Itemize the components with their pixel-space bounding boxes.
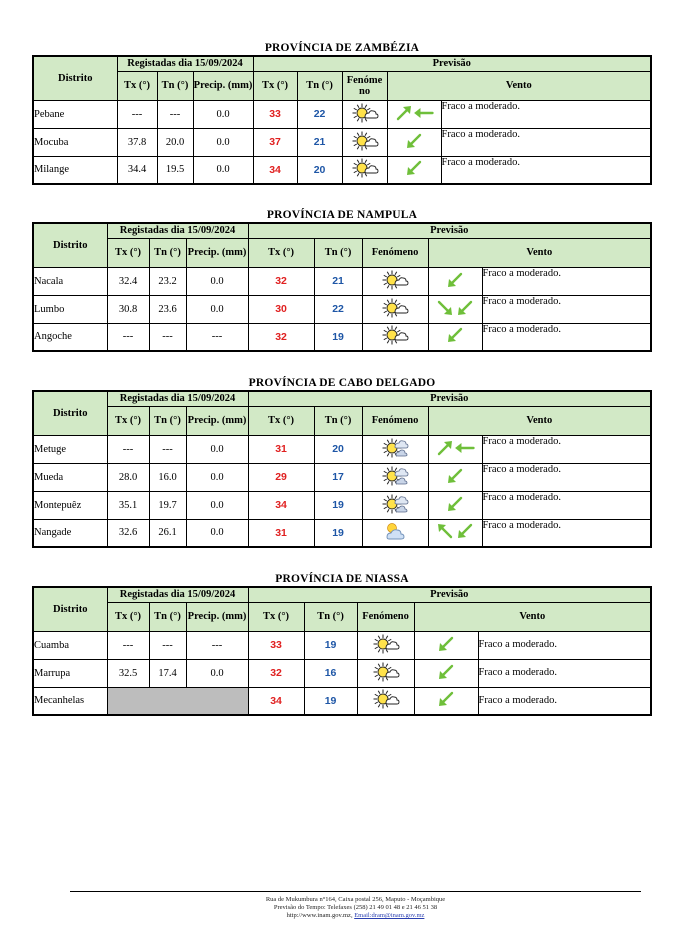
header-tn: Tn (°) xyxy=(149,406,186,435)
wind-description: Fraco a moderado. xyxy=(482,519,651,547)
observed-precip: 0.0 xyxy=(186,463,248,491)
wind-description: Fraco a moderado. xyxy=(482,295,651,323)
district-name: Nangade xyxy=(33,519,107,547)
forecast-table xyxy=(32,222,652,352)
wind-arrow-sw-icon xyxy=(404,132,424,150)
bulletin-page xyxy=(10,8,666,933)
footer-phone: Previsão do Tempo: Telefaxes (258) 21 49 01 48 e 21 46 51 38 xyxy=(273,904,438,911)
phenomenon-cell xyxy=(362,435,428,463)
header-forecast-tx: Tx (°) xyxy=(248,602,304,631)
observed-tn: --- xyxy=(149,631,186,659)
sun-cloud-icon xyxy=(381,297,409,319)
footer-address: Rua de Mukumbura n°164, Caixa postal 256, Maputo - Moçambique xyxy=(265,896,446,903)
wind-description: Fraco a moderado. xyxy=(478,631,651,659)
forecast-table xyxy=(32,55,652,185)
header-distrito: Distrito xyxy=(33,223,107,267)
wind-arrow-sw-icon xyxy=(445,326,465,344)
wind-direction-cell xyxy=(414,687,478,715)
phenomenon-cell xyxy=(342,128,387,156)
header-tn: Tn (°) xyxy=(149,238,186,267)
wind-arrow-sw-icon xyxy=(436,690,456,708)
wind-direction-cell xyxy=(428,323,482,351)
wind-arrow-sw-icon xyxy=(445,271,465,289)
partly-cloudy-icon xyxy=(381,520,409,542)
sun-cloud-icon xyxy=(381,269,409,291)
header-previsao: Previsão xyxy=(248,223,651,238)
district-name: Mueda xyxy=(33,463,107,491)
header-vento: Vento xyxy=(428,238,651,267)
observed-tx: 35.1 xyxy=(107,491,149,519)
header-vento: Vento xyxy=(414,602,651,631)
forecast-tx: 37 xyxy=(253,128,297,156)
header-distrito: Distrito xyxy=(33,56,117,100)
observed-tn: --- xyxy=(149,323,186,351)
forecast-tx: 32 xyxy=(248,267,314,295)
header-distrito: Distrito xyxy=(33,587,107,631)
sun-cloud-icon xyxy=(351,102,379,124)
header-fenomeno: Fenómeno xyxy=(357,602,414,631)
district-name: Pebane xyxy=(33,100,117,128)
forecast-tx: 32 xyxy=(248,659,304,687)
wind-description: Fraco a moderado. xyxy=(482,463,651,491)
observed-tx: 32.4 xyxy=(107,267,149,295)
observed-tn: 23.6 xyxy=(149,295,186,323)
table-row xyxy=(33,463,651,491)
forecast-tn: 20 xyxy=(314,435,362,463)
observed-tn: --- xyxy=(157,100,193,128)
footer xyxy=(70,891,641,920)
observed-tx: --- xyxy=(117,100,157,128)
table-row xyxy=(33,100,651,128)
forecast-tn: 22 xyxy=(314,295,362,323)
forecast-tn: 20 xyxy=(297,156,342,184)
wind-direction-cell xyxy=(428,519,482,547)
wind-direction-cell xyxy=(387,128,441,156)
header-vento: Vento xyxy=(428,406,651,435)
observed-data-unavailable xyxy=(107,687,248,715)
wind-direction-cell xyxy=(428,491,482,519)
observed-tx: 34.4 xyxy=(117,156,157,184)
wind-direction-cell xyxy=(387,100,441,128)
forecast-tn: 19 xyxy=(304,687,357,715)
observed-precip: 0.0 xyxy=(193,128,253,156)
observed-tx: --- xyxy=(107,435,149,463)
header-forecast-tx: Tx (°) xyxy=(253,71,297,100)
phenomenon-cell xyxy=(362,491,428,519)
phenomenon-cell xyxy=(342,100,387,128)
header-forecast-tx: Tx (°) xyxy=(248,238,314,267)
table-row xyxy=(33,435,651,463)
observed-tx: 28.0 xyxy=(107,463,149,491)
phenomenon-cell xyxy=(357,631,414,659)
wind-arrow-sw-icon xyxy=(445,495,465,513)
wind-description: Fraco a moderado. xyxy=(482,435,651,463)
forecast-tn: 21 xyxy=(314,267,362,295)
province-title: PROVÍNCIA DE NAMPULA xyxy=(266,209,418,221)
observed-tn: 17.4 xyxy=(149,659,186,687)
sun-cloud-icon xyxy=(372,661,400,683)
phenomenon-cell xyxy=(357,687,414,715)
observed-precip: 0.0 xyxy=(186,491,248,519)
wind-arrow-sw-icon xyxy=(436,635,456,653)
forecast-tn: 19 xyxy=(314,491,362,519)
header-forecast-tn: Tn (°) xyxy=(314,238,362,267)
header-tx: Tx (°) xyxy=(107,238,149,267)
table-row xyxy=(33,128,651,156)
sun-cloud-icon xyxy=(381,324,409,346)
header-precip: Precip. (mm) xyxy=(186,238,248,267)
wind-description: Fraco a moderado. xyxy=(441,156,651,184)
province-section-nampula xyxy=(32,208,652,352)
phenomenon-cell xyxy=(362,267,428,295)
wind-direction-cell xyxy=(414,631,478,659)
wind-arrow-ne-icon xyxy=(435,439,455,457)
observed-tn: 19.5 xyxy=(157,156,193,184)
observed-tx: 30.8 xyxy=(107,295,149,323)
forecast-table xyxy=(32,586,652,716)
province-title: PROVÍNCIA DE ZAMBÉZIA xyxy=(264,42,420,54)
table-row xyxy=(33,659,651,687)
wind-direction-cell xyxy=(428,435,482,463)
observed-tx: 32.5 xyxy=(107,659,149,687)
forecast-tx: 30 xyxy=(248,295,314,323)
header-tx: Tx (°) xyxy=(107,406,149,435)
observed-tn: 26.1 xyxy=(149,519,186,547)
forecast-tn: 19 xyxy=(304,631,357,659)
header-distrito: Distrito xyxy=(33,391,107,435)
province-section-zambezia xyxy=(32,41,652,185)
sun-cloud-icon xyxy=(372,688,400,710)
district-name: Mocuba xyxy=(33,128,117,156)
header-registadas: Registadas dia 15/09/2024 xyxy=(107,391,248,406)
header-registadas: Registadas dia 15/09/2024 xyxy=(107,587,248,602)
province-section-niassa xyxy=(32,572,652,716)
header-registadas: Registadas dia 15/09/2024 xyxy=(107,223,248,238)
province-title: PROVÍNCIA DE NIASSA xyxy=(275,573,409,585)
table-row xyxy=(33,156,651,184)
district-name: Angoche xyxy=(33,323,107,351)
wind-direction-cell xyxy=(428,267,482,295)
province-section-cabo-delgado xyxy=(32,376,652,548)
wind-direction-cell xyxy=(428,463,482,491)
district-name: Lumbo xyxy=(33,295,107,323)
header-tn: Tn (°) xyxy=(157,71,193,100)
observed-tx: 32.6 xyxy=(107,519,149,547)
wind-arrow-ne-icon xyxy=(394,104,414,122)
header-precip: Precip. (mm) xyxy=(186,602,248,631)
observed-precip: 0.0 xyxy=(193,156,253,184)
table-row xyxy=(33,519,651,547)
sun-cloud-icon xyxy=(351,157,379,179)
wind-description: Fraco a moderado. xyxy=(441,128,651,156)
forecast-tx: 32 xyxy=(248,323,314,351)
header-precip: Precip. (mm) xyxy=(186,406,248,435)
district-name: Metuge xyxy=(33,435,107,463)
header-previsao: Previsão xyxy=(248,391,651,406)
forecast-tn: 22 xyxy=(297,100,342,128)
forecast-tx: 33 xyxy=(253,100,297,128)
observed-precip: 0.0 xyxy=(186,435,248,463)
header-vento: Vento xyxy=(387,71,651,100)
wind-description: Fraco a moderado. xyxy=(441,100,651,128)
phenomenon-cell xyxy=(342,156,387,184)
wind-arrow-sw-icon xyxy=(455,522,475,540)
wind-description: Fraco a moderado. xyxy=(478,659,651,687)
header-tx: Tx (°) xyxy=(107,602,149,631)
email-link[interactable]: Email:dram@inam.gov.mz xyxy=(354,912,425,919)
wind-arrow-sw-icon xyxy=(445,467,465,485)
province-title: PROVÍNCIA DE CABO DELGADO xyxy=(248,377,436,389)
observed-precip: 0.0 xyxy=(186,659,248,687)
observed-tn: 23.2 xyxy=(149,267,186,295)
district-name: Milange xyxy=(33,156,117,184)
forecast-tn: 16 xyxy=(304,659,357,687)
phenomenon-cell xyxy=(362,323,428,351)
wind-description: Fraco a moderado. xyxy=(482,267,651,295)
observed-tn: 16.0 xyxy=(149,463,186,491)
table-row xyxy=(33,631,651,659)
wind-direction-cell xyxy=(387,156,441,184)
observed-precip: 0.0 xyxy=(186,267,248,295)
table-row xyxy=(33,323,651,351)
observed-tn: 20.0 xyxy=(157,128,193,156)
wind-arrow-nw-icon xyxy=(435,522,455,540)
table-row xyxy=(33,295,651,323)
district-name: Mecanhelas xyxy=(33,687,107,715)
phenomenon-cell xyxy=(357,659,414,687)
district-name: Montepuêz xyxy=(33,491,107,519)
wind-description: Fraco a moderado. xyxy=(482,491,651,519)
forecast-tx: 34 xyxy=(248,687,304,715)
header-registadas: Registadas dia 15/09/2024 xyxy=(117,56,253,71)
sun-clouds-icon xyxy=(381,493,409,515)
forecast-tn: 19 xyxy=(314,323,362,351)
phenomenon-cell xyxy=(362,519,428,547)
observed-tn: --- xyxy=(149,435,186,463)
sun-clouds-icon xyxy=(381,437,409,459)
forecast-tx: 31 xyxy=(248,435,314,463)
observed-tx: --- xyxy=(107,323,149,351)
header-fenomeno: Fenómeno xyxy=(362,406,428,435)
observed-precip: 0.0 xyxy=(193,100,253,128)
header-fenomeno: Fenómeno xyxy=(362,238,428,267)
wind-arrow-w-icon xyxy=(414,104,434,122)
website-link[interactable]: http://www.inam.gov.mz, xyxy=(286,912,353,919)
wind-arrow-sw-icon xyxy=(436,663,456,681)
forecast-tx: 33 xyxy=(248,631,304,659)
observed-tn: 19.7 xyxy=(149,491,186,519)
district-name: Nacala xyxy=(33,267,107,295)
observed-tx: --- xyxy=(107,631,149,659)
table-row xyxy=(33,267,651,295)
header-previsao: Previsão xyxy=(253,56,651,71)
header-precip: Precip. (mm) xyxy=(193,71,253,100)
observed-precip: 0.0 xyxy=(186,295,248,323)
observed-tx: 37.8 xyxy=(117,128,157,156)
forecast-tx: 34 xyxy=(253,156,297,184)
forecast-tx: 31 xyxy=(248,519,314,547)
observed-precip: --- xyxy=(186,323,248,351)
observed-precip: 0.0 xyxy=(186,519,248,547)
forecast-tx: 29 xyxy=(248,463,314,491)
wind-direction-cell xyxy=(428,295,482,323)
wind-arrow-sw-icon xyxy=(455,299,475,317)
forecast-tx: 34 xyxy=(248,491,314,519)
forecast-tn: 21 xyxy=(297,128,342,156)
observed-precip: --- xyxy=(186,631,248,659)
phenomenon-cell xyxy=(362,463,428,491)
wind-arrow-w-icon xyxy=(455,439,475,457)
wind-arrow-sw-icon xyxy=(404,159,424,177)
header-previsao: Previsão xyxy=(248,587,651,602)
wind-description: Fraco a moderado. xyxy=(482,323,651,351)
header-forecast-tn: Tn (°) xyxy=(314,406,362,435)
header-fenomeno: Fenóme no xyxy=(342,71,387,100)
footer-links xyxy=(70,912,641,920)
wind-arrow-se-icon xyxy=(435,299,455,317)
wind-direction-cell xyxy=(414,659,478,687)
forecast-tn: 17 xyxy=(314,463,362,491)
wind-description: Fraco a moderado. xyxy=(478,687,651,715)
district-name: Cuamba xyxy=(33,631,107,659)
sun-cloud-icon xyxy=(372,633,400,655)
sun-clouds-icon xyxy=(381,465,409,487)
table-row xyxy=(33,491,651,519)
forecast-table xyxy=(32,390,652,548)
table-row xyxy=(33,687,651,715)
phenomenon-cell xyxy=(362,295,428,323)
forecast-tn: 19 xyxy=(314,519,362,547)
header-tn: Tn (°) xyxy=(149,602,186,631)
header-tx: Tx (°) xyxy=(117,71,157,100)
header-forecast-tn: Tn (°) xyxy=(297,71,342,100)
district-name: Marrupa xyxy=(33,659,107,687)
sun-cloud-icon xyxy=(351,130,379,152)
header-forecast-tn: Tn (°) xyxy=(304,602,357,631)
header-forecast-tx: Tx (°) xyxy=(248,406,314,435)
